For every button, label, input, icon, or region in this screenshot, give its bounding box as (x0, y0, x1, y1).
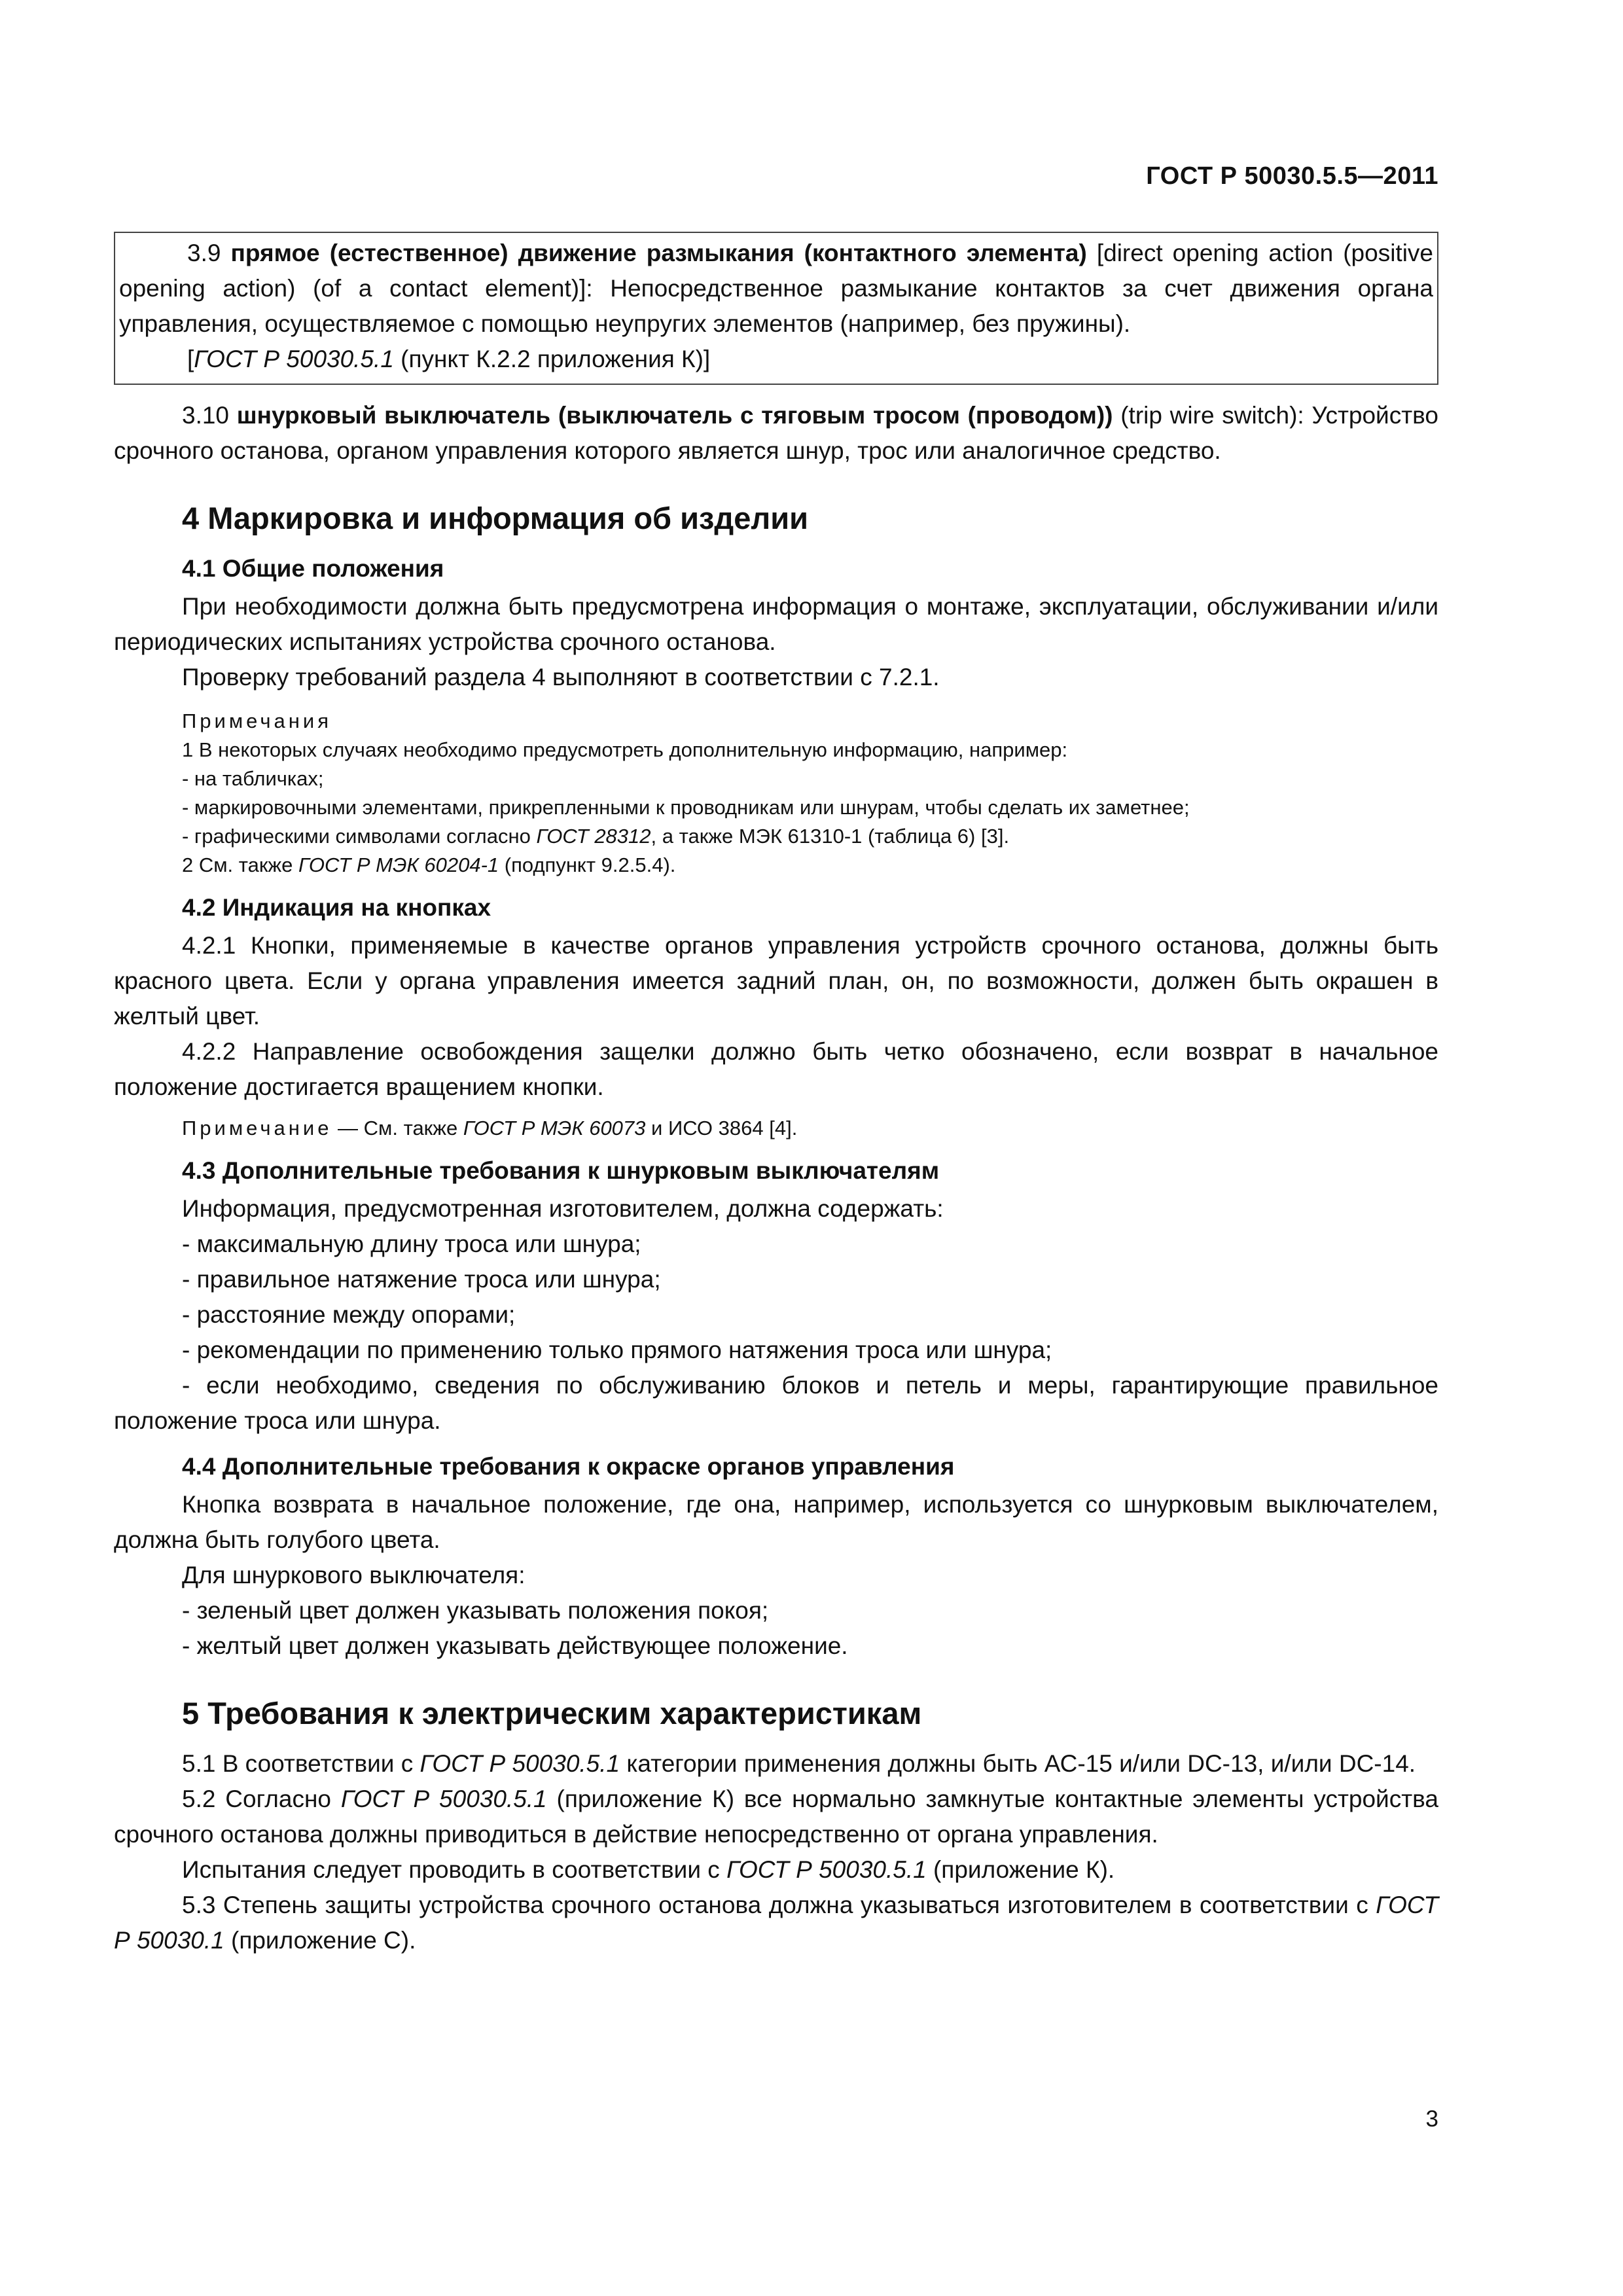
list-item: - желтый цвет должен указывать действующее положение. (182, 1632, 848, 1659)
paragraph-5-3: 5.3 Степень защиты устройства срочного останова должна указываться изготовителем в соответствии с ГОСТ Р 50030.1 (приложение С). (114, 1892, 1438, 1954)
paragraph: Для шнуркового выключателя: (182, 1562, 526, 1588)
list-item: - зеленый цвет должен указывать положения покоя; (182, 1597, 769, 1624)
paragraph-5-2-tests: Испытания следует проводить в соответствии с ГОСТ Р 50030.5.1 (приложение К). (182, 1856, 1115, 1883)
note-1-item: - на табличках; (182, 767, 324, 790)
list-item: - рекомендации по применению только прямого натяжения троса или шнура; (182, 1336, 1052, 1363)
notes-block (114, 707, 1438, 880)
boxed-definition-3-9 (114, 232, 1438, 385)
section-4-heading: 4 Маркировка и информация об изделии (182, 501, 808, 535)
paragraph: При необходимости должна быть предусмотрена информация о монтаже, эксплуатации, обслуживании и/или периодических испытаниях устройства срочного останова. (114, 593, 1438, 655)
paragraph-5-2: 5.2 Согласно ГОСТ Р 50030.5.1 (приложение К) все нормально замкнутые контактные элементы устройства срочного останова должны приводиться в действие непосредственно от органа управления. (114, 1785, 1438, 1848)
paragraph: Информация, предусмотренная изготовителем, должна содержать: (182, 1195, 944, 1222)
list-item: - правильное натяжение троса или шнура; (182, 1266, 661, 1293)
definition-3-10: 3.10 шнурковый выключатель (выключатель с тяговым тросом (проводом)) (trip wire switch): Устройство срочного останова, органом управления которого является шнур, трос или аналогичное средство. (114, 402, 1438, 464)
note-1-item: - графическими символами согласно ГОСТ 28312, а также МЭК 61310-1 (таблица 6) [3]. (182, 825, 1010, 848)
term-3-9: прямое (естественное) движение размыкания (контактного элемента) (230, 240, 1087, 266)
note-4-2: Примечание — См. также ГОСТ Р МЭК 60073 и ИСО 3864 [4]. (182, 1117, 798, 1139)
paragraph: Проверку требований раздела 4 выполняют в соответствии с 7.2.1. (182, 664, 940, 691)
paragraph: Кнопка возврата в начальное положение, где она, например, используется со шнурковым выключателем, должна быть голубого цвета. (114, 1491, 1438, 1553)
list-item: - если необходимо, сведения по обслуживанию блоков и петель и меры, гарантирующие правильное положение троса или шнура. (114, 1372, 1438, 1434)
paragraph: 4.2.1 Кнопки, применяемые в качестве органов управления устройств срочного останова, должны быть красного цвета. Если у органа управления имеется задний план, он, по возможности, должен быть окрашен в желтый цвет. (114, 932, 1438, 1030)
subsection-4-1-heading: 4.1 Общие положения (182, 555, 444, 582)
term-3-10: шнурковый выключатель (выключатель с тяговым тросом (проводом)) (236, 402, 1113, 429)
note-1: 1 В некоторых случаях необходимо предусмотреть дополнительную информацию, например: (182, 738, 1068, 761)
list-item: - максимальную длину троса или шнура; (182, 1230, 641, 1257)
document-body (114, 232, 1438, 1958)
reference-link: ГОСТ Р 50030.5.1 (194, 346, 394, 372)
definition-3-9-source: [ГОСТ Р 50030.5.1 (пункт К.2.2 приложения К)] (187, 346, 711, 372)
note-2: 2 См. также ГОСТ Р МЭК 60204-1 (подпункт 9.2.5.4). (182, 853, 676, 876)
paragraph-5-1: 5.1 В соответствии с ГОСТ Р 50030.5.1 категории применения должны быть АС-15 и/или DC-13, и/или DC-14. (182, 1750, 1416, 1777)
subsection-4-4-heading: 4.4 Дополнительные требования к окраске органов управления (182, 1453, 955, 1480)
definition-3-9: 3.9 прямое (естественное) движение размыкания (контактного элемента) [direct opening action (positive opening action) (of a contact element)]: Непосредственное размыкание контактов за счет движения органа управления, осуществляемое с помощью неупругих элементов (например, без пружины). (119, 240, 1433, 337)
notes-heading: Примечания (182, 709, 332, 732)
paragraph: 4.2.2 Направление освобождения защелки должно быть четко обозначено, если возврат в начальное положение достигается вращением кнопки. (114, 1038, 1438, 1100)
page-number: 3 (1425, 2106, 1438, 2132)
subsection-4-2-heading: 4.2 Индикация на кнопках (182, 894, 491, 921)
note-1-item: - маркировочными элементами, прикрепленными к проводникам или шнурам, чтобы сделать их заметнее; (182, 796, 1190, 819)
list-item: - расстояние между опорами; (182, 1301, 516, 1328)
section-5-heading: 5 Требования к электрическим характеристикам (182, 1696, 922, 1731)
document-header: ГОСТ Р 50030.5.5—2011 (1146, 162, 1438, 190)
subsection-4-3-heading: 4.3 Дополнительные требования к шнурковым выключателям (182, 1157, 940, 1184)
